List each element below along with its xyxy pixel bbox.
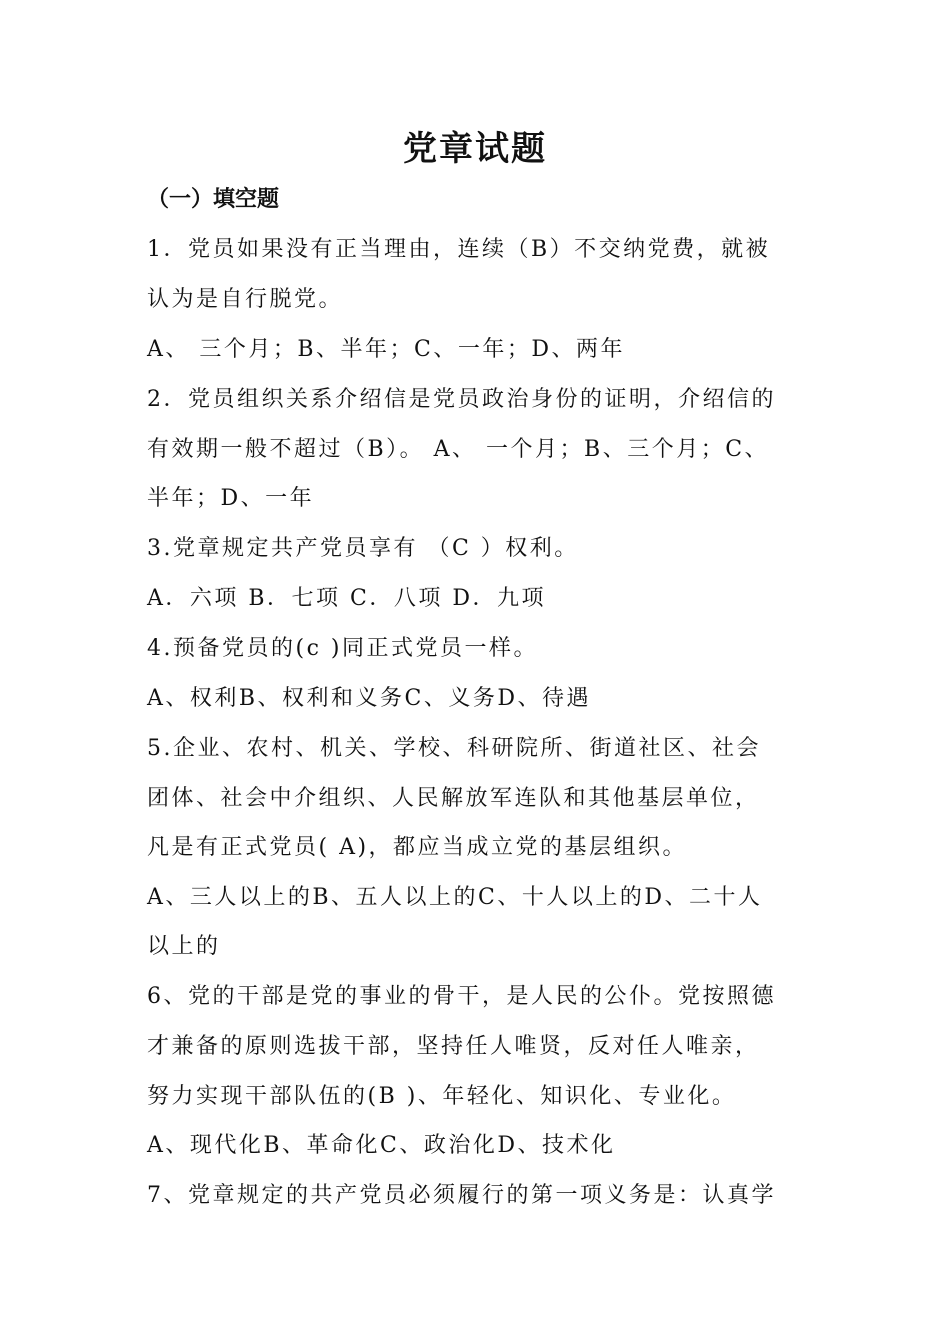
text-line: 以上的 <box>147 934 221 959</box>
text-line: 团体、社会中介组织、人民解放军连队和其他基层单位， <box>147 786 760 811</box>
text-line: 凡是有正式党员( A)，都应当成立党的基层组织。 <box>147 835 688 860</box>
text-line: 4.预备党员的(c )同正式党员一样。 <box>147 636 538 661</box>
text-line: A、权利B、权利和义务C、义务D、待遇 <box>147 686 592 711</box>
text-line: 半年；D、一年 <box>147 486 315 511</box>
text-line: 2．党员组织关系介绍信是党员政治身份的证明，介绍信的 <box>147 387 776 412</box>
text-line: A、三人以上的B、五人以上的C、十人以上的D、二十人 <box>147 885 763 910</box>
text-line: A、现代化B、革命化C、政治化D、技术化 <box>147 1133 616 1158</box>
section-heading: （一）填空题 <box>147 187 280 212</box>
text-line: 才兼备的原则选拔干部，坚持任人唯贤，反对任人唯亲， <box>147 1034 760 1059</box>
text-line: 7、党章规定的共产党员必须履行的第一项义务是：认真学 <box>147 1183 776 1208</box>
text-line: 3.党章规定共产党员享有 （C ）权利。 <box>147 536 579 561</box>
text-line: 努力实现干部队伍的(B )、年轻化、知识化、专业化。 <box>147 1084 737 1109</box>
text-line: A、 三个月；B、半年；C、一年；D、两年 <box>147 337 626 362</box>
text-line: 认为是自行脱党。 <box>147 287 344 312</box>
text-line: A．六项 B．七项 C．八项 D．九项 <box>147 586 547 611</box>
text-line: 有效期一般不超过（B）。 A、 一个月；B、三个月；C、 <box>147 437 770 462</box>
text-line: 6、党的干部是党的事业的骨干，是人民的公仆。党按照德 <box>147 984 776 1009</box>
page-title: 党章试题 <box>403 129 547 169</box>
text-line: 5.企业、农村、机关、学校、科研院所、街道社区、社会 <box>147 736 761 761</box>
text-line: 1．党员如果没有正当理由，连续（B）不交纳党费，就被 <box>147 237 771 262</box>
